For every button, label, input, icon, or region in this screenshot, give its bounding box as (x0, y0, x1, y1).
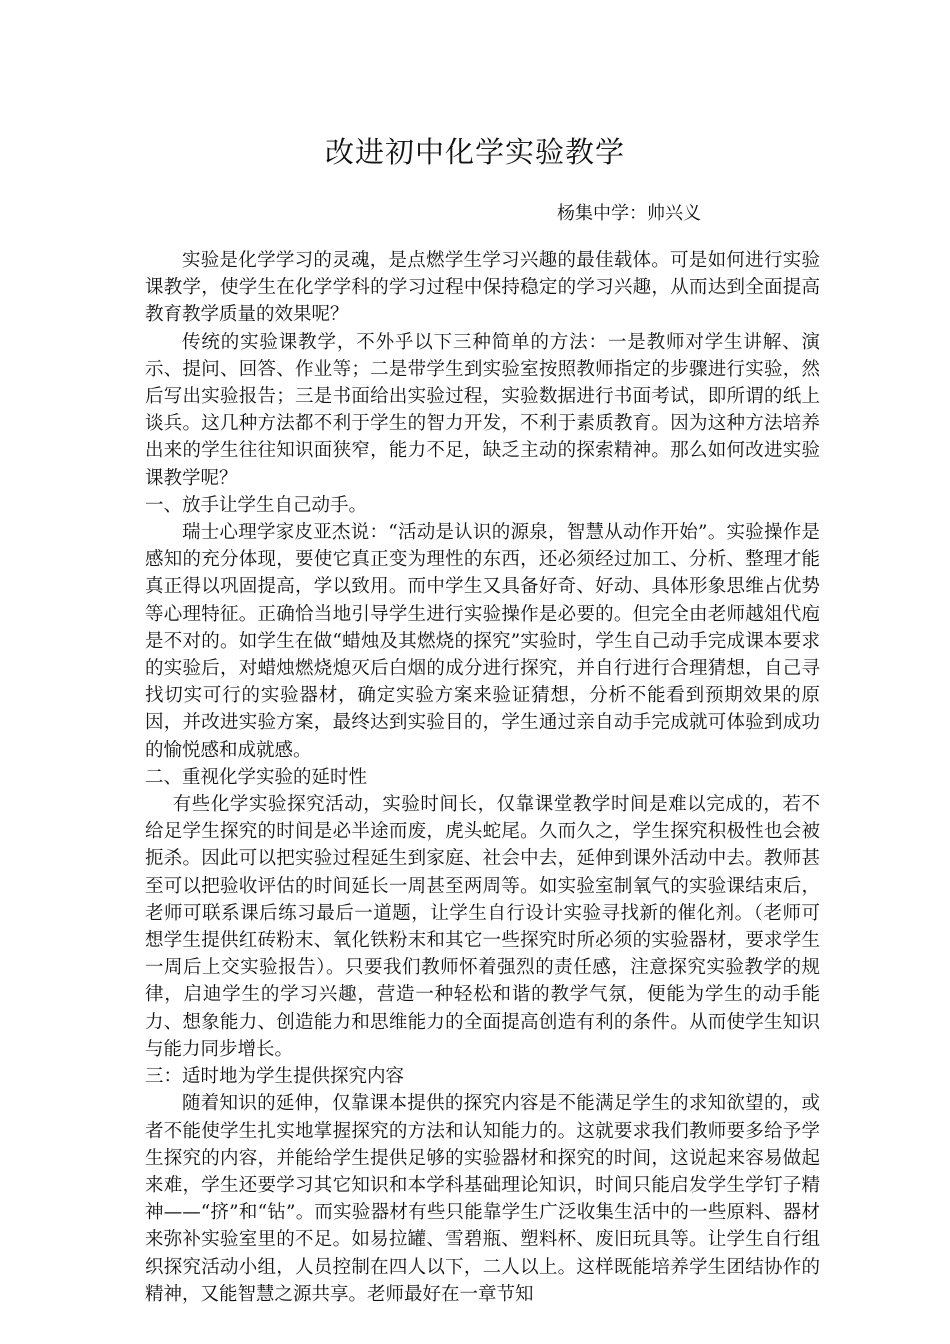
author-line: 杨集中学：帅兴义 (557, 203, 701, 224)
intro-paragraph-1: 实验是化学学习的灵魂，是点燃学生学习兴趣的最佳载体。可是如何进行实验课教学，使学生在化学学科的学习过程中保持稳定的学习兴趣，从而达到全面提高教育教学质量的效果呢？ (145, 250, 820, 326)
section-paragraph-2: 有些化学实验探究活动，实验时间长，仅靠课堂教学时间是难以完成的，若不给足学生探究的时间是必半途而废，虎头蛇尾。久而久之，学生探究积极性也会被扼杀。因此可以把实验过程延生到家庭、社会中去，延伸到课外活动中去。教师甚至可以把验收评估的时间延长一周甚至两周等。如实验室制氧气的实验课结束后，老师可联系课后练习最后一道题，让学生自行设计实验寻找新的催化剂。（老师可想学生提供红砖粉末、氧化铁粉末和其它一些探究时所必须的实验器材，要求学生一周后上交实验报告）。只要我们教师怀着强烈的责任感，注意探究实验教学的规律，启迪学生的学习兴趣，营造一种轻松和谐的教学气氛，便能为学生的动手能力、想象能力、创造能力和思维能力的全面提高创造有利的条件。从而使学生知识与能力同步增长。 (145, 794, 820, 1060)
section-paragraph-3: 随着知识的延伸，仅靠课本提供的探究内容是不能满足学生的求知欲望的，或者不能使学生扎实地掌握探究的方法和认知能力的。这就要求我们教师要多给予学生探究的内容，并能给学生提供足够的实验器材和探究的时间，这说起来容易做起来难，学生还要学习其它知识和本学科基础理论知识，时间只能启发学生学钉子精神——“挤”和“钻”。而实验器材有些只能靠学生广泛收集生活中的一些原料、器材来弥补实验室里的不足。如易拉罐、雪碧瓶、塑料杯、废旧玩具等。让学生自行组织探究活动小组，人员控制在四人以下，二人以上。这样既能培养学生团结协作的精神，又能智慧之源共享。老师最好在一章节知 (145, 1093, 820, 1305)
section-heading-1: 一、放手让学生自己动手。 (145, 494, 368, 516)
section-heading-2: 二、重视化学实验的延时性 (145, 766, 368, 788)
document-title: 改进初中化学实验教学 (324, 135, 625, 169)
section-heading-3: 三：适时地为学生提供探究内容 (145, 1066, 405, 1088)
section-paragraph-1: 瑞士心理学家皮亚杰说：“活动是认识的源泉，智慧从动作开始”。实验操作是感知的充分体现，要使它真正变为理性的东西，还必须经过加工、分析、整理才能真正得以巩固提高，学以致用。而中学生又具备好奇、好动、具体形象思维占优势等心理特征。正确恰当地引导学生进行实验操作是必要的。但完全由老师越俎代庖是不对的。如学生在做“蜡烛及其燃烧的探究”实验时，学生自己动手完成课本要求的实验后，对蜡烛燃烧熄灭后白烟的成分进行探究，并自行进行合理猜想，自己寻找切实可行的实验器材，确定实验方案来验证猜想，分析不能看到预期效果的原因，并改进实验方案，最终达到实验目的，学生通过亲自动手完成就可体验到成功的愉悦感和成就感。 (145, 522, 820, 761)
intro-paragraph-2: 传统的实验课教学，不外乎以下三种简单的方法：一是教师对学生讲解、演示、提问、回答、作业等；二是带学生到实验室按照教师指定的步骤进行实验，然后写出实验报告；三是书面给出实验过程，实验数据进行书面考试，即所谓的纸上谈兵。这几种方法都不利于学生的智力开发，不利于素质教育。因为这种方法培养出来的学生往往知识面狭窄，能力不足，缺乏主动的探索精神。那么如何改进实验课教学呢？ (145, 331, 820, 489)
document-body (145, 247, 820, 1308)
